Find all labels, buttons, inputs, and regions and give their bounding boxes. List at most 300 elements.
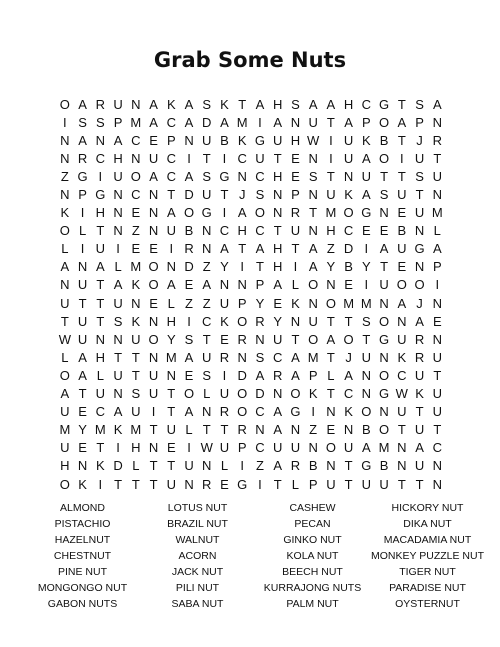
grid-letter: M	[378, 440, 390, 456]
grid-letter: L	[96, 367, 104, 383]
grid-letter: T	[273, 150, 282, 166]
grid-letter: U	[432, 404, 442, 420]
grid-letter: U	[343, 132, 354, 148]
grid-letter: U	[219, 440, 230, 456]
grid-letter: A	[308, 96, 318, 112]
grid-letter: H	[60, 458, 70, 474]
grid-letter: R	[202, 476, 212, 492]
grid-letter: Z	[326, 241, 335, 257]
grid-letter: U	[184, 458, 194, 474]
grid-letter: Z	[185, 295, 193, 311]
grid-letter: R	[255, 313, 265, 329]
grid-letter: W	[58, 331, 71, 347]
grid-letter: T	[149, 458, 158, 474]
word-item: ACORN	[178, 550, 217, 562]
word-item: BEECH NUT	[282, 566, 343, 578]
grid-letter: C	[166, 114, 176, 130]
grid-letter: R	[184, 241, 194, 257]
grid-letter: A	[78, 132, 87, 148]
grid-letter: A	[291, 349, 300, 365]
grid-letter: U	[361, 168, 372, 184]
grid-letter: U	[95, 386, 106, 402]
grid-letter: A	[308, 259, 318, 275]
grid-letter: E	[291, 168, 300, 184]
grid-letter: N	[131, 295, 141, 311]
grid-letter: E	[379, 223, 389, 239]
grid-letter: G	[254, 132, 265, 148]
grid-letter: T	[149, 422, 158, 438]
grid-letter: T	[291, 241, 300, 257]
grid-letter: O	[379, 367, 390, 383]
grid-letter: J	[416, 295, 423, 311]
grid-letter: A	[344, 367, 353, 383]
grid-letter: U	[432, 349, 442, 365]
grid-letter: T	[326, 349, 335, 365]
word-list	[25, 500, 485, 612]
grid-letter: T	[433, 150, 442, 166]
grid-letter: L	[185, 422, 193, 438]
grid-letter: E	[220, 331, 229, 347]
grid-letter: I	[311, 404, 315, 420]
grid-letter: T	[326, 114, 335, 130]
grid-letter: U	[308, 114, 318, 130]
grid-letter: I	[364, 241, 369, 257]
word-row	[25, 564, 485, 580]
grid-letter: T	[326, 168, 335, 184]
grid-letter: U	[290, 440, 301, 456]
grid-letter: N	[113, 205, 123, 221]
grid-letter: T	[344, 476, 353, 492]
grid-row	[56, 348, 446, 366]
grid-letter: T	[397, 132, 406, 148]
grid-letter: P	[415, 114, 424, 130]
grid-letter: P	[237, 440, 247, 456]
grid-letter: W	[395, 386, 408, 402]
grid-letter: I	[258, 476, 262, 492]
grid-letter: A	[273, 277, 283, 293]
grid-letter: I	[435, 277, 440, 293]
grid-letter: A	[379, 241, 389, 257]
word-item: GABON NUTS	[47, 598, 118, 610]
grid-letter: T	[238, 241, 247, 257]
grid-letter: H	[272, 259, 283, 275]
grid-letter: I	[187, 313, 191, 329]
grid-letter: R	[414, 331, 425, 347]
grid-row	[56, 167, 446, 185]
grid-letter: E	[131, 205, 141, 221]
grid-letter: A	[184, 349, 194, 365]
word-item: BRAZIL NUT	[167, 518, 228, 530]
grid-letter: O	[59, 223, 70, 239]
grid-letter: U	[290, 223, 301, 239]
grid-letter: U	[397, 187, 407, 203]
grid-letter: U	[219, 386, 230, 402]
grid-letter: G	[201, 205, 212, 221]
grid-letter: E	[149, 241, 158, 257]
grid-letter: N	[148, 205, 159, 221]
grid-letter: E	[326, 422, 336, 438]
grid-letter: U	[166, 476, 176, 492]
grid-letter: D	[113, 458, 123, 474]
grid-letter: N	[432, 476, 442, 492]
grid-letter: L	[61, 349, 69, 365]
grid-letter: K	[291, 295, 300, 311]
grid-letter: N	[60, 277, 70, 293]
grid-letter: U	[202, 132, 212, 148]
grid-letter: G	[290, 404, 301, 420]
grid-letter: O	[361, 404, 372, 420]
grid-letter: U	[379, 476, 389, 492]
grid-letter: N	[255, 422, 265, 438]
grid-row	[56, 439, 446, 457]
word-item: MONGONGO NUT	[37, 582, 128, 594]
grid-letter: U	[219, 295, 230, 311]
grid-letter: O	[237, 386, 248, 402]
grid-letter: U	[113, 295, 123, 311]
puzzle-title: Grab Some Nuts	[153, 48, 347, 72]
grid-letter: S	[362, 313, 371, 329]
grid-letter: N	[184, 132, 194, 148]
grid-letter: P	[291, 187, 300, 203]
grid-letter: O	[379, 114, 390, 130]
grid-letter: L	[291, 277, 300, 293]
grid-letter: A	[166, 277, 176, 293]
grid-letter: T	[96, 295, 105, 311]
grid-letter: O	[130, 168, 141, 184]
grid-letter: C	[131, 187, 141, 203]
grid-row	[56, 475, 446, 493]
grid-letter: K	[308, 386, 318, 402]
grid-letter: U	[166, 223, 176, 239]
grid-letter: I	[80, 241, 85, 257]
grid-letter: N	[397, 440, 407, 456]
grid-letter: Y	[326, 259, 336, 275]
grid-letter: Y	[220, 259, 229, 275]
word-item: PALM NUT	[286, 598, 339, 610]
grid-letter: L	[167, 295, 175, 311]
grid-letter: N	[343, 422, 354, 438]
grid-letter: S	[291, 96, 300, 112]
grid-letter: G	[361, 458, 372, 474]
grid-letter: U	[272, 440, 283, 456]
grid-letter: T	[78, 295, 87, 311]
grid-letter: I	[222, 367, 227, 383]
grid-letter: U	[414, 150, 425, 166]
grid-letter: H	[95, 205, 106, 221]
grid-letter: E	[78, 440, 87, 456]
grid-letter: T	[415, 476, 424, 492]
grid-letter: T	[131, 476, 140, 492]
grid-letter: R	[432, 132, 442, 148]
grid-letter: O	[414, 277, 425, 293]
grid-letter: U	[202, 187, 212, 203]
grid-letter: N	[432, 331, 442, 347]
grid-letter: U	[77, 277, 88, 293]
grid-letter: N	[290, 313, 301, 329]
grid-letter: N	[379, 404, 389, 420]
grid-letter: G	[379, 96, 390, 112]
grid-letter: D	[184, 259, 194, 275]
grid-letter: K	[397, 349, 407, 365]
word-item: HICKORY NUT	[391, 502, 464, 514]
grid-letter: M	[130, 259, 142, 275]
word-item: PISTACHIO	[54, 518, 111, 530]
grid-letter: R	[95, 96, 106, 112]
grid-letter: I	[400, 150, 404, 166]
grid-letter: H	[290, 132, 301, 148]
grid-letter: E	[184, 367, 194, 383]
grid-letter: B	[344, 259, 353, 275]
grid-letter: I	[63, 114, 67, 130]
word-item: LOTUS NUT	[167, 502, 228, 514]
grid-letter: T	[167, 187, 176, 203]
grid-letter: M	[307, 349, 319, 365]
grid-letter: H	[326, 223, 336, 239]
grid-letter: K	[166, 96, 176, 112]
grid-letter: O	[59, 96, 70, 112]
grid-letter: O	[148, 277, 159, 293]
grid-letter: N	[60, 150, 70, 166]
grid-letter: A	[362, 440, 371, 456]
word-item: DIKA NUT	[403, 518, 452, 530]
grid-letter: I	[116, 241, 120, 257]
grid-letter: C	[343, 223, 354, 239]
grid-letter: M	[360, 295, 372, 311]
word-item: TIGER NUT	[399, 566, 456, 578]
grid-letter: E	[149, 132, 158, 148]
grid-letter: N	[237, 349, 247, 365]
grid-letter: O	[254, 205, 265, 221]
grid-row	[56, 204, 446, 222]
grid-letter: T	[291, 331, 300, 347]
grid-letter: M	[431, 205, 443, 221]
grid-letter: K	[344, 404, 353, 420]
grid-letter: O	[343, 331, 354, 347]
grid-letter: K	[78, 476, 87, 492]
grid-letter: T	[433, 367, 442, 383]
grid-letter: N	[290, 114, 301, 130]
grid-letter: A	[113, 132, 123, 148]
grid-row	[56, 95, 446, 113]
grid-letter: U	[113, 96, 123, 112]
grid-letter: N	[432, 114, 442, 130]
grid-row	[56, 113, 446, 131]
grid-letter: L	[61, 241, 69, 257]
grid-letter: O	[308, 331, 319, 347]
grid-letter: T	[114, 349, 123, 365]
grid-letter: N	[219, 277, 230, 293]
grid-letter: N	[414, 259, 425, 275]
grid-letter: N	[202, 404, 212, 420]
grid-letter: P	[308, 476, 318, 492]
grid-letter: O	[343, 205, 354, 221]
grid-letter: Z	[255, 458, 264, 474]
grid-letter: A	[60, 386, 70, 402]
grid-letter: N	[397, 313, 407, 329]
grid-letter: A	[96, 259, 105, 275]
grid-letter: M	[94, 422, 106, 438]
grid-letter: U	[397, 404, 407, 420]
grid-letter: N	[432, 458, 442, 474]
grid-letter: M	[236, 114, 248, 130]
grid-letter: N	[148, 223, 159, 239]
grid-letter: U	[202, 349, 212, 365]
grid-letter: N	[308, 150, 318, 166]
grid-letter: A	[326, 96, 336, 112]
grid-letter: C	[131, 132, 141, 148]
grid-letter: Z	[131, 223, 140, 239]
grid-row	[56, 149, 446, 167]
grid-letter: B	[397, 223, 407, 239]
grid-letter: T	[220, 187, 229, 203]
grid-letter: I	[80, 205, 85, 221]
grid-letter: R	[219, 404, 230, 420]
grid-letter: K	[344, 187, 353, 203]
grid-letter: N	[272, 187, 283, 203]
grid-letter: A	[184, 96, 194, 112]
grid-letter: O	[59, 476, 70, 492]
grid-letter: O	[308, 277, 319, 293]
grid-letter: O	[379, 313, 390, 329]
letter-grid	[56, 95, 446, 493]
grid-letter: N	[184, 476, 194, 492]
grid-letter: K	[237, 132, 247, 148]
grid-letter: T	[397, 96, 406, 112]
grid-row	[56, 385, 446, 403]
grid-letter: O	[183, 205, 195, 221]
grid-row	[56, 366, 446, 384]
grid-letter: P	[362, 114, 371, 130]
grid-letter: C	[219, 223, 230, 239]
grid-letter: J	[238, 187, 246, 203]
grid-letter: N	[166, 367, 176, 383]
grid-letter: U	[113, 367, 123, 383]
grid-letter: I	[98, 476, 103, 492]
grid-letter: M	[165, 349, 177, 365]
grid-letter: B	[379, 458, 389, 474]
grid-letter: T	[131, 367, 140, 383]
word-item: MONKEY PUZZLE NUT	[371, 550, 484, 562]
grid-letter: T	[96, 313, 105, 329]
grid-letter: A	[308, 241, 318, 257]
grid-letter: C	[255, 223, 265, 239]
grid-letter: U	[432, 168, 442, 184]
grid-letter: U	[272, 331, 283, 347]
grid-letter: M	[343, 295, 355, 311]
grid-letter: E	[166, 440, 176, 456]
grid-letter: U	[131, 331, 141, 347]
grid-letter: I	[222, 150, 227, 166]
grid-letter: N	[113, 331, 123, 347]
grid-letter: N	[148, 440, 159, 456]
grid-letter: Y	[166, 331, 176, 347]
word-item: JACK NUT	[171, 566, 224, 578]
grid-letter: L	[433, 223, 441, 239]
grid-letter: U	[379, 277, 389, 293]
grid-letter: U	[272, 132, 283, 148]
grid-letter: E	[291, 150, 300, 166]
grid-letter: T	[380, 259, 389, 275]
grid-letter: A	[202, 277, 212, 293]
grid-letter: D	[343, 241, 354, 257]
grid-letter: A	[255, 367, 265, 383]
grid-letter: N	[379, 295, 389, 311]
grid-letter: I	[222, 205, 227, 221]
grid-row	[56, 131, 446, 149]
grid-letter: S	[96, 114, 105, 130]
grid-letter: N	[237, 168, 247, 184]
grid-letter: S	[379, 187, 389, 203]
grid-letter: O	[290, 386, 301, 402]
grid-letter: A	[166, 205, 176, 221]
grid-letter: L	[220, 458, 229, 474]
word-item: OYSTERNUT	[395, 598, 460, 610]
grid-letter: A	[78, 96, 87, 112]
grid-letter: G	[379, 331, 390, 347]
grid-letter: L	[327, 367, 335, 383]
grid-letter: B	[220, 132, 229, 148]
grid-letter: U	[326, 476, 336, 492]
grid-letter: T	[149, 476, 158, 492]
grid-letter: O	[237, 313, 248, 329]
grid-letter: T	[114, 476, 123, 492]
grid-letter: O	[379, 422, 390, 438]
grid-letter: U	[343, 150, 354, 166]
grid-letter: A	[220, 241, 229, 257]
grid-letter: U	[414, 205, 425, 221]
grid-letter: I	[258, 114, 262, 130]
grid-letter: I	[329, 132, 333, 148]
grid-letter: E	[397, 205, 407, 221]
grid-letter: U	[432, 386, 442, 402]
grid-letter: G	[77, 168, 88, 184]
grid-letter: O	[396, 277, 407, 293]
grid-row	[56, 222, 446, 240]
grid-letter: D	[202, 114, 212, 130]
grid-letter: N	[60, 132, 70, 148]
grid-letter: A	[432, 241, 442, 257]
grid-letter: C	[255, 404, 265, 420]
grid-letter: I	[169, 241, 174, 257]
grid-letter: N	[131, 150, 141, 166]
grid-letter: N	[113, 386, 123, 402]
grid-letter: U	[255, 150, 265, 166]
word-row	[25, 516, 485, 532]
grid-letter: A	[415, 313, 424, 329]
grid-letter: A	[432, 96, 442, 112]
grid-letter: C	[95, 150, 106, 166]
grid-letter: A	[362, 187, 371, 203]
grid-letter: C	[166, 150, 176, 166]
grid-letter: S	[78, 114, 87, 130]
grid-letter: A	[273, 458, 283, 474]
word-item: ALMOND	[60, 502, 105, 514]
grid-letter: R	[219, 349, 230, 365]
grid-letter: N	[290, 422, 301, 438]
grid-letter: N	[237, 277, 247, 293]
grid-row	[56, 457, 446, 475]
grid-letter: I	[364, 277, 369, 293]
grid-letter: N	[113, 223, 123, 239]
grid-row	[56, 240, 446, 258]
grid-letter: C	[432, 440, 442, 456]
grid-letter: A	[362, 150, 371, 166]
grid-letter: K	[113, 422, 123, 438]
grid-letter: T	[415, 187, 424, 203]
grid-letter: U	[414, 422, 425, 438]
grid-letter: L	[203, 386, 211, 402]
grid-letter: N	[308, 295, 318, 311]
